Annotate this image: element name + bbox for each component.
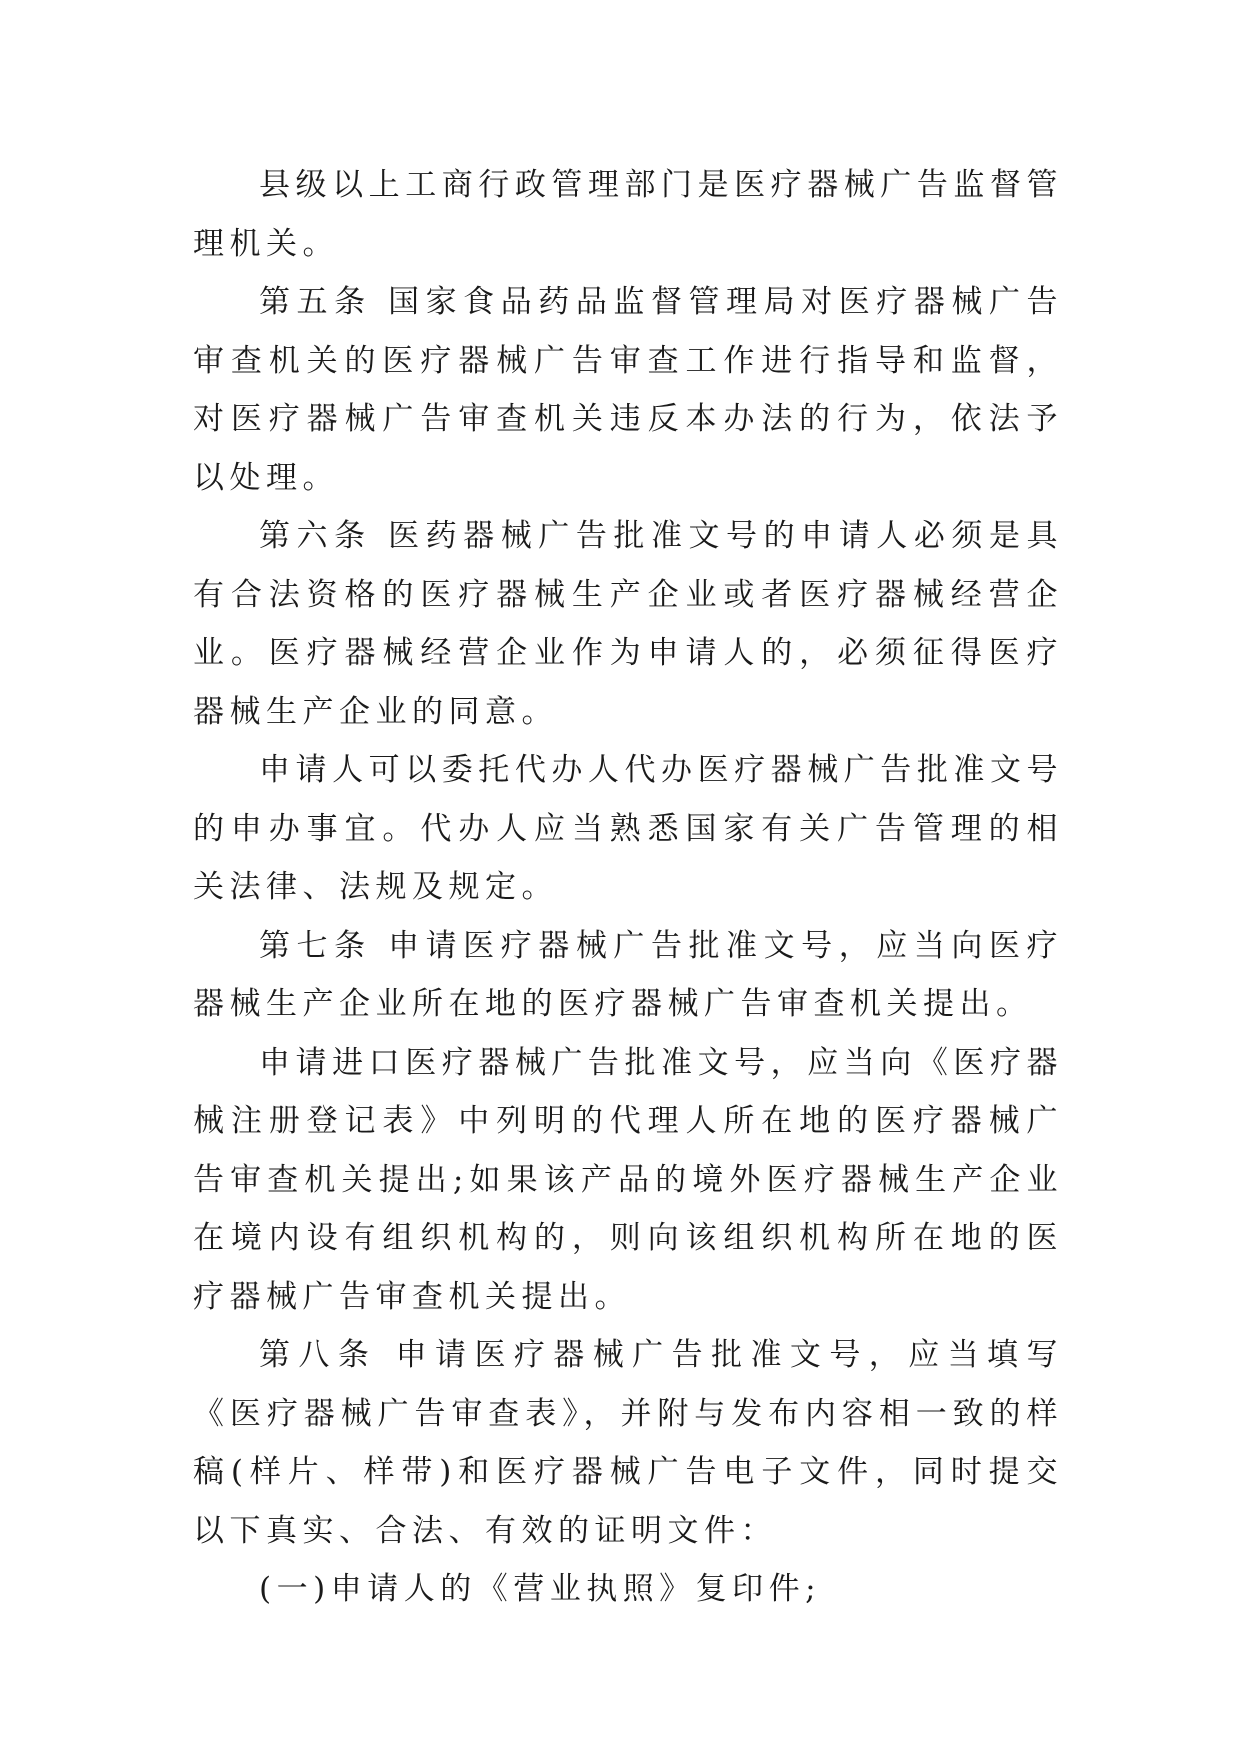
paragraph-article-6: 第六条 医药器械广告批准文号的申请人必须是具有合法资格的医疗器械生产企业或者医疗器械经营企业。医疗器械经营企业作为申请人的，必须征得医疗器械生产企业的同意。 [193,518,1063,730]
document-body [193,156,1063,1619]
paragraph-agent-entrustment: 申请人可以委托代办人代办医疗器械广告批准文号的申办事宜。代办人应当熟悉国家有关广告管理的相关法律、法规及规定。 [193,752,1063,905]
paragraph-import-application: 申请进口医疗器械广告批准文号，应当向《医疗器械注册登记表》中列明的代理人所在地的医疗器械广告审查机关提出;如果该产品的境外医疗器械生产企业在境内设有组织机构的，则向该组织机构所在地的医疗器械广告审查机关提出。 [193,1044,1063,1315]
paragraph-article-7: 第七条 申请医疗器械广告批准文号，应当向医疗器械生产企业所在地的医疗器械广告审查机关提出。 [193,927,1063,1022]
paragraph-supervision-authority: 县级以上工商行政管理部门是医疗器械广告监督管理机关。 [193,167,1063,262]
paragraph-article-8: 第八条 申请医疗器械广告批准文号，应当填写《医疗器械广告审查表》，并附与发布内容相一致的样稿(样片、样带)和医疗器械广告电子文件，同时提交以下真实、合法、有效的证明文件： [193,1337,1063,1549]
paragraph-article-5: 第五条 国家食品药品监督管理局对医疗器械广告审查机关的医疗器械广告审查工作进行指导和监督，对医疗器械广告审查机关违反本办法的行为，依法予以处理。 [193,284,1063,496]
list-item-business-license: (一)申请人的《营业执照》复印件; [259,1571,822,1607]
